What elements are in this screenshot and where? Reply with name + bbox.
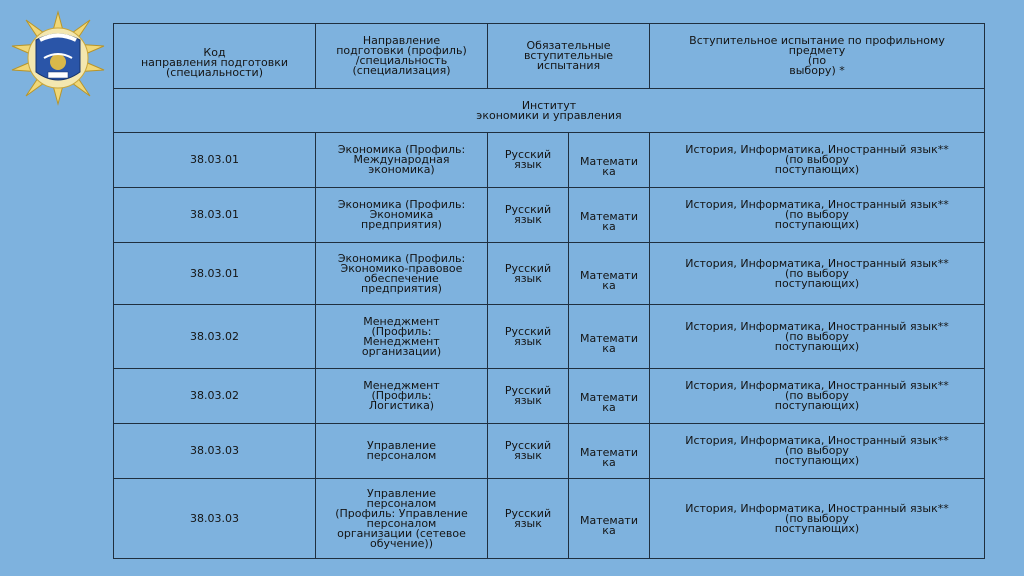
section-title: Институт экономики и управления — [114, 89, 985, 133]
row-direction: Экономика (Профиль: Экономика предприятия) — [316, 188, 488, 243]
table-row — [114, 243, 985, 305]
row-exam-russian: Русский язык — [488, 133, 569, 188]
row-profile-choice: История, Информатика, Иностранный язык** (по выбору поступающих) — [650, 133, 985, 188]
row-code: 38.03.02 — [114, 369, 316, 424]
row-direction: Экономика (Профиль: Экономико-правовое обеспечение предприятия) — [316, 243, 488, 305]
section-row — [114, 89, 985, 133]
row-code: 38.03.03 — [114, 424, 316, 479]
row-profile-choice: История, Информатика, Иностранный язык** (по выбору поступающих) — [650, 369, 985, 424]
row-code: 38.03.01 — [114, 243, 316, 305]
row-direction: Менеджмент (Профиль: Менеджмент организации) — [316, 305, 488, 369]
emblem-icon — [10, 10, 106, 106]
table-row — [114, 188, 985, 243]
table-row — [114, 133, 985, 188]
table-row — [114, 369, 985, 424]
row-code: 38.03.01 — [114, 133, 316, 188]
table-row — [114, 424, 985, 479]
header-code: Код направления подготовки (специальности) — [114, 24, 316, 89]
row-code: 38.03.02 — [114, 305, 316, 369]
table-body — [114, 133, 985, 559]
row-exam-math: Математи ка — [569, 479, 650, 559]
row-exam-russian: Русский язык — [488, 305, 569, 369]
row-exam-math: Математи ка — [569, 243, 650, 305]
row-exam-math: Математи ка — [569, 424, 650, 479]
row-direction: Экономика (Профиль: Международная экономика) — [316, 133, 488, 188]
row-profile-choice: История, Информатика, Иностранный язык** (по выбору поступающих) — [650, 479, 985, 559]
admission-table — [113, 23, 985, 559]
header-required-exams: Обязательные вступительные испытания — [488, 24, 650, 89]
row-exam-math: Математи ка — [569, 305, 650, 369]
row-direction: Менеджмент (Профиль: Логистика) — [316, 369, 488, 424]
row-profile-choice: История, Информатика, Иностранный язык** (по выбору поступающих) — [650, 305, 985, 369]
university-logo — [10, 10, 106, 106]
header-profile-exam: Вступительное испытание по профильному предмету (по выбору) * — [650, 24, 985, 89]
table-row — [114, 479, 985, 559]
row-exam-russian: Русский язык — [488, 243, 569, 305]
table-row — [114, 305, 985, 369]
table-header-row — [114, 24, 985, 89]
row-exam-math: Математи ка — [569, 133, 650, 188]
row-exam-math: Математи ка — [569, 369, 650, 424]
row-exam-math: Математи ка — [569, 188, 650, 243]
row-profile-choice: История, Информатика, Иностранный язык** (по выбору поступающих) — [650, 188, 985, 243]
row-direction: Управление персоналом (Профиль: Управление персоналом организации (сетевое обучение)) — [316, 479, 488, 559]
row-code: 38.03.03 — [114, 479, 316, 559]
row-code: 38.03.01 — [114, 188, 316, 243]
row-exam-russian: Русский язык — [488, 479, 569, 559]
row-exam-russian: Русский язык — [488, 424, 569, 479]
header-direction: Направление подготовки (профиль) /специальность (специализация) — [316, 24, 488, 89]
row-profile-choice: История, Информатика, Иностранный язык** (по выбору поступающих) — [650, 243, 985, 305]
row-exam-russian: Русский язык — [488, 188, 569, 243]
row-profile-choice: История, Информатика, Иностранный язык** (по выбору поступающих) — [650, 424, 985, 479]
row-direction: Управление персоналом — [316, 424, 488, 479]
row-exam-russian: Русский язык — [488, 369, 569, 424]
